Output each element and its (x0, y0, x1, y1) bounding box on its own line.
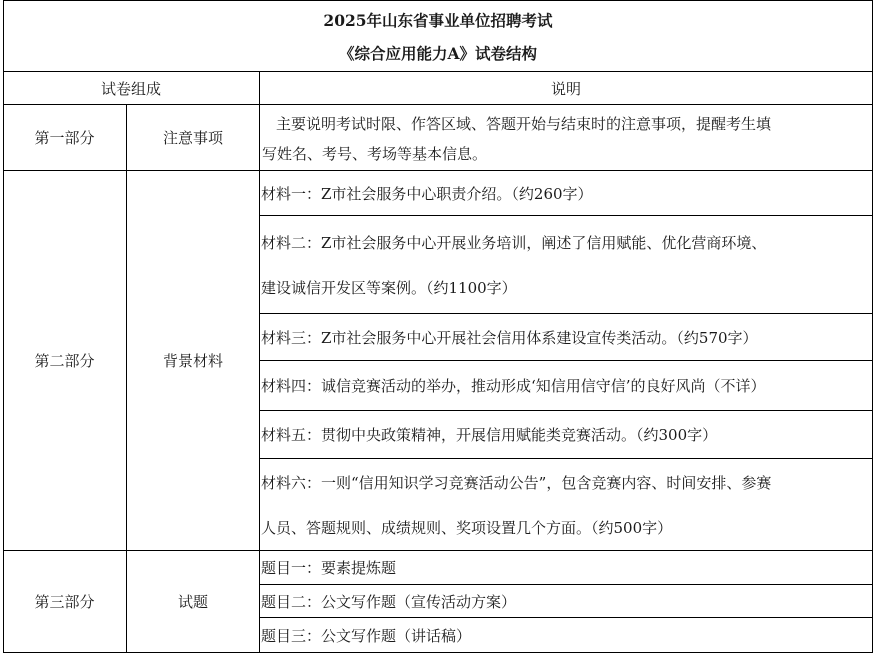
part3-category: 试题 (177, 593, 208, 611)
part1-category: 注意事项 (162, 129, 223, 147)
question-3: 题目三：公文写作题（讲话稿） (261, 626, 472, 645)
material-2-line1: 材料二：Z市社会服务中心开展业务培训，阐述了信用赋能、优化营商环境、 (261, 233, 767, 252)
header-composition: 试卷组成 (100, 79, 161, 98)
part3-name: 第三部分 (34, 593, 95, 611)
material-2-line2: 建设诚信开发区等案例。（约1100字） (261, 278, 517, 297)
part2-name: 第二部分 (34, 352, 95, 370)
material-5: 材料五：贯彻中央政策精神，开展信用赋能类竞赛活动。（约300字） (261, 426, 718, 444)
part2-category: 背景材料 (162, 352, 223, 370)
table-title-line1: 2025年山东省事业单位招聘考试 (323, 11, 553, 30)
part1-description-line1: 主要说明考试时限、作答区域、答题开始与结束时的注意事项，提醒考生填 (276, 114, 772, 133)
material-3: 材料三：Z市社会服务中心开展社会信用体系建设宣传类活动。（约570字） (261, 328, 758, 347)
material-6-line1: 材料六：一则“信用知识学习竞赛活动公告”，包含竞赛内容、时间安排、参赛 (261, 473, 772, 492)
table-title-line2: 《综合应用能力A》试卷结构 (338, 44, 538, 63)
question-1: 题目一：要素提炼题 (261, 559, 397, 577)
part1-description-line2: 写姓名、考号、考场等基本信息。 (262, 144, 488, 163)
header-description: 说明 (550, 79, 581, 98)
part1-name: 第一部分 (34, 129, 95, 147)
material-6-line2: 人员、答题规则、成绩规则、奖项设置几个方面。（约500字） (261, 518, 673, 537)
material-4: 材料四：诚信竞赛活动的举办，推动形成‘知信用信守信’的良好风尚（不详） (261, 377, 766, 395)
question-2: 题目二：公文写作题（宣传活动方案） (261, 592, 517, 611)
material-1: 材料一：Z市社会服务中心职责介绍。（约260字） (261, 184, 593, 203)
